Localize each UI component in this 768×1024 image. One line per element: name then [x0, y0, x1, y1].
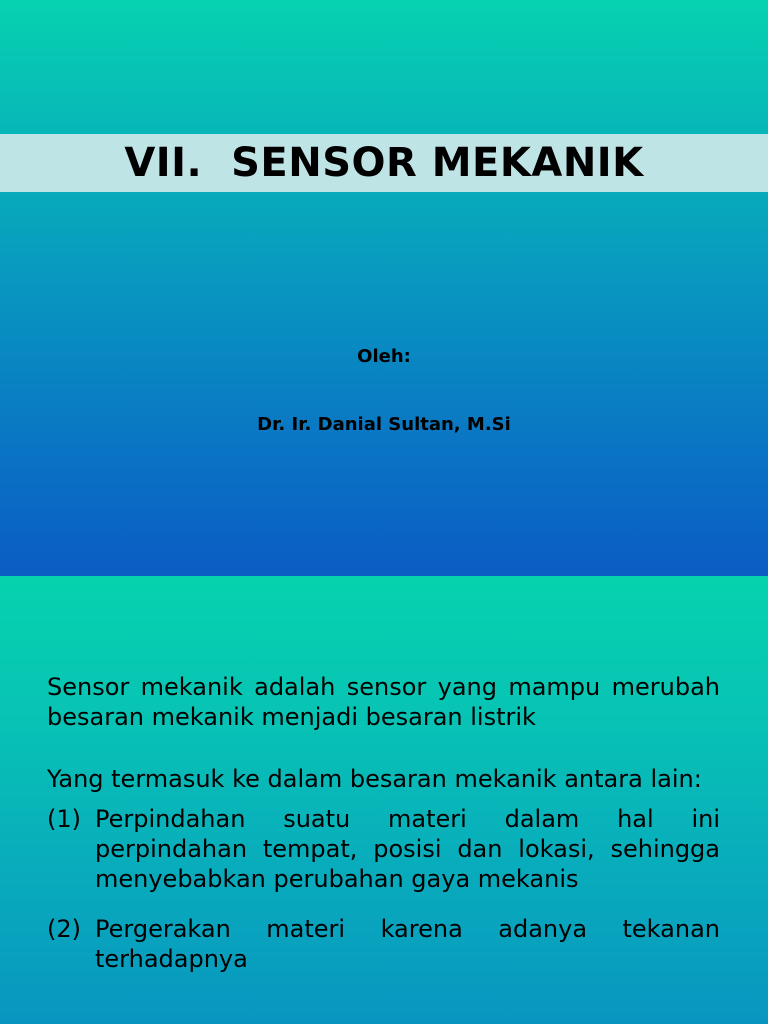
list-item-number: (1) — [47, 805, 81, 833]
list-item — [47, 804, 720, 894]
list-item-text: Pergerakan materi karena adanya tekanan terhadapnya — [95, 915, 720, 973]
list-item-text: Perpindahan suatu materi dalam hal ini perpindahan tempat, posisi dan lokasi, sehingga menyebabkan perubahan gaya mekanis — [95, 805, 720, 893]
list-item-number: (2) — [47, 915, 81, 943]
list-item — [47, 914, 720, 974]
title-band — [0, 134, 768, 192]
lead-paragraph: Yang termasuk ke dalam besaran mekanik antara lain: — [47, 765, 702, 793]
byline-label: Oleh: — [357, 346, 411, 367]
content-body — [47, 672, 720, 994]
intro-paragraph: Sensor mekanik adalah sensor yang mampu merubah besaran mekanik menjadi besaran listrik — [47, 673, 720, 731]
slide-title: VII. SENSOR MEKANIK — [124, 140, 644, 186]
author-name: Dr. Ir. Danial Sultan, M.Si — [257, 414, 511, 435]
